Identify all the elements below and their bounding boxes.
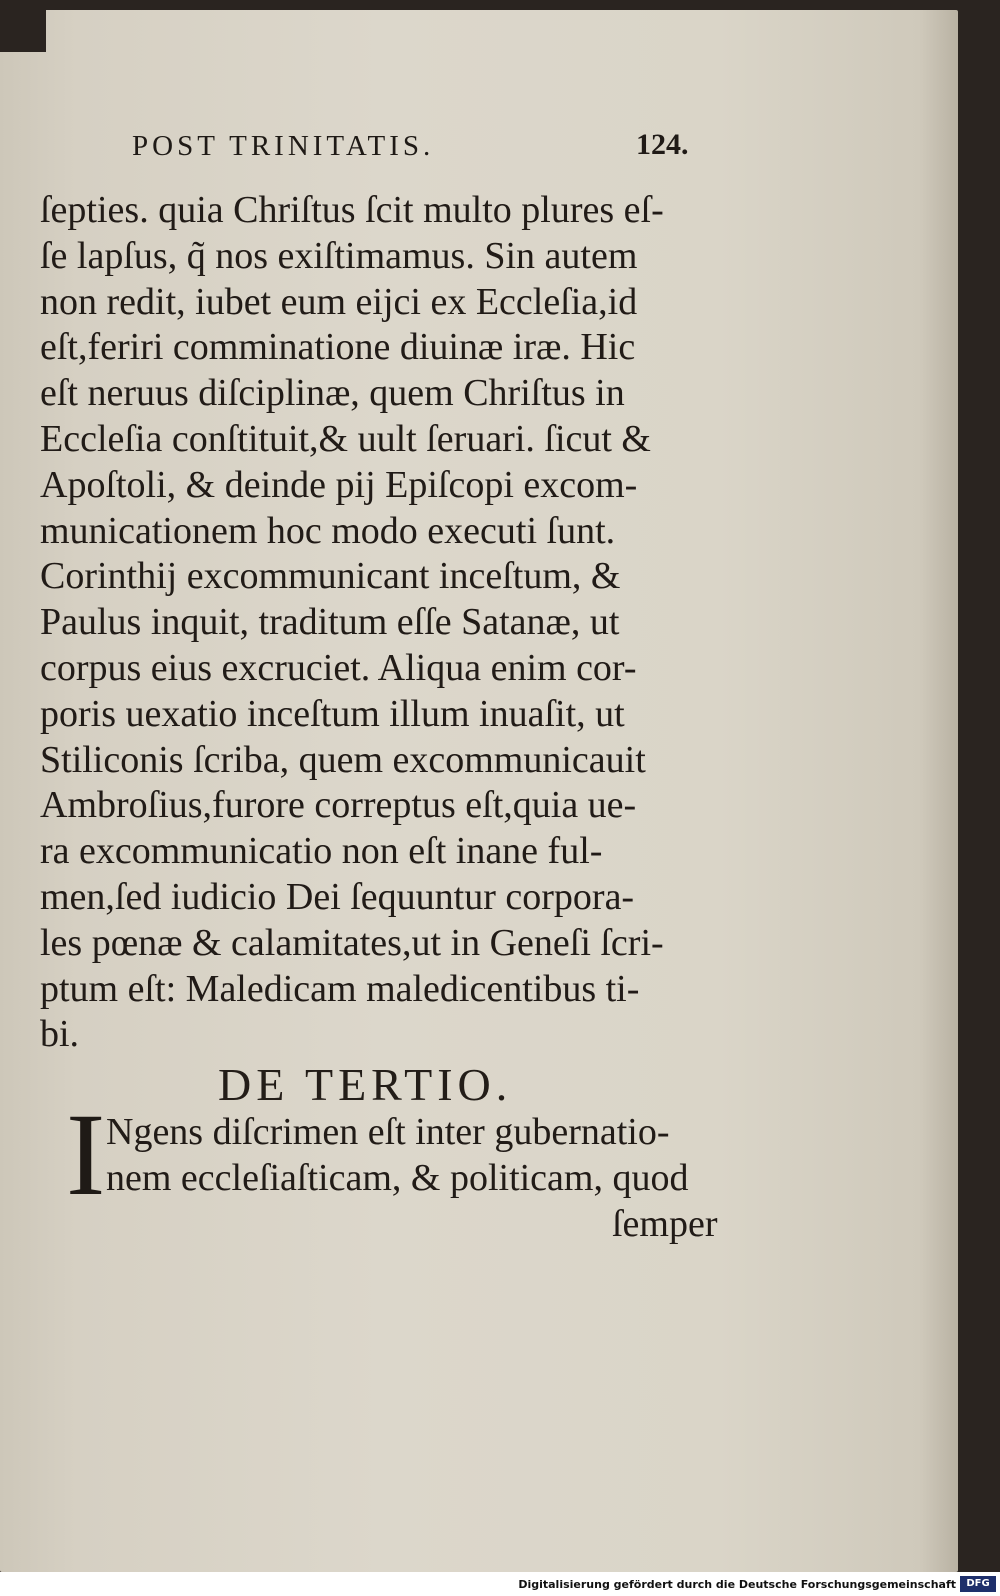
text-line: corpus eius excruciet. Aliqua enim cor- (40, 646, 637, 689)
text-line: ſe lapſus, q̃ nos exiſtimamus. Sin autem (40, 234, 638, 277)
text-line: ſepties. quia Chriſtus ſcit multo plures eſ- (40, 189, 664, 231)
text-line: non redit, iubet eum eijci ex Eccleſia,id (40, 280, 638, 323)
drop-cap-initial: I (66, 1089, 106, 1220)
catchword: ſemper (612, 1203, 718, 1245)
text-line: poris uexatio inceſtum illum inuaſit, ut (40, 692, 625, 735)
text-line: les pœnæ & calamitates,ut in Geneſi ſcri- (40, 921, 664, 964)
text-line: Ambroſius,furore correptus eſt,quia ue- (40, 784, 637, 827)
text-line: Corinthij excommunicant inceſtum, & (40, 555, 621, 598)
funding-credit: Digitalisierung gefördert durch die Deutsche Forschungsgemeinschaft (518, 1578, 956, 1591)
page-corner-shadow (0, 10, 46, 52)
text-line: Ngens diſcrimen eſt inter gubernatio- (106, 1111, 670, 1153)
book-page (0, 10, 958, 1572)
text-line: Paulus inquit, traditum eſſe Satanæ, ut (40, 601, 620, 644)
body-text (40, 188, 730, 1058)
running-head: POST TRINITATIS. (132, 130, 435, 162)
text-line: bi. (40, 1013, 80, 1056)
text-line: ptum eſt: Maledicam maledicentibus ti- (40, 967, 640, 1010)
dfg-logo-icon: DFG (960, 1576, 996, 1592)
text-line: municationem hoc modo executi ſunt. (40, 509, 616, 552)
page-number: 124. (636, 128, 689, 161)
text-line: men,ſed iudicio Dei ſequuntur corpora- (40, 875, 635, 918)
text-line: Stiliconis ſcriba, quem excommunicauit (40, 738, 646, 781)
text-line: nem eccleſiaſticam, & politicam, quod (106, 1156, 689, 1199)
text-line: eſt,feriri comminatione diuinæ iræ. Hic (40, 326, 636, 369)
text-line: Eccleſia conſtituit,& uult ſeruari. ſicut & (40, 417, 651, 460)
section-heading: DE TERTIO. (218, 1059, 513, 1110)
text-line: eſt neruus diſciplinæ, quem Chriſtus in (40, 372, 625, 415)
text-line: Apoſtoli, & deinde pij Epiſcopi excom- (40, 463, 638, 506)
text-line: ra excommunicatio non eſt inane ful- (40, 830, 603, 873)
second-paragraph (106, 1110, 736, 1202)
